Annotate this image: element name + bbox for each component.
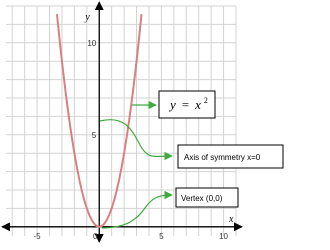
axis-of-symmetry-label: Axis of symmetry x=0 xyxy=(184,153,261,162)
x-axis-label: x xyxy=(229,213,234,225)
x-tick-label: 0 xyxy=(93,231,98,241)
annotations xyxy=(100,91,283,228)
y-tick-label: 10 xyxy=(87,38,97,48)
y-tick-label: 5 xyxy=(91,130,97,140)
vertex-label: Vertex (0,0) xyxy=(181,194,223,203)
equation-label: y = x $^2$ xyxy=(170,96,208,112)
y-axis-label: y xyxy=(85,12,90,23)
x-tick-label: 5 xyxy=(159,231,164,241)
x-tick-label: 10 xyxy=(219,231,229,241)
x-tick-label: -5 xyxy=(33,231,41,241)
